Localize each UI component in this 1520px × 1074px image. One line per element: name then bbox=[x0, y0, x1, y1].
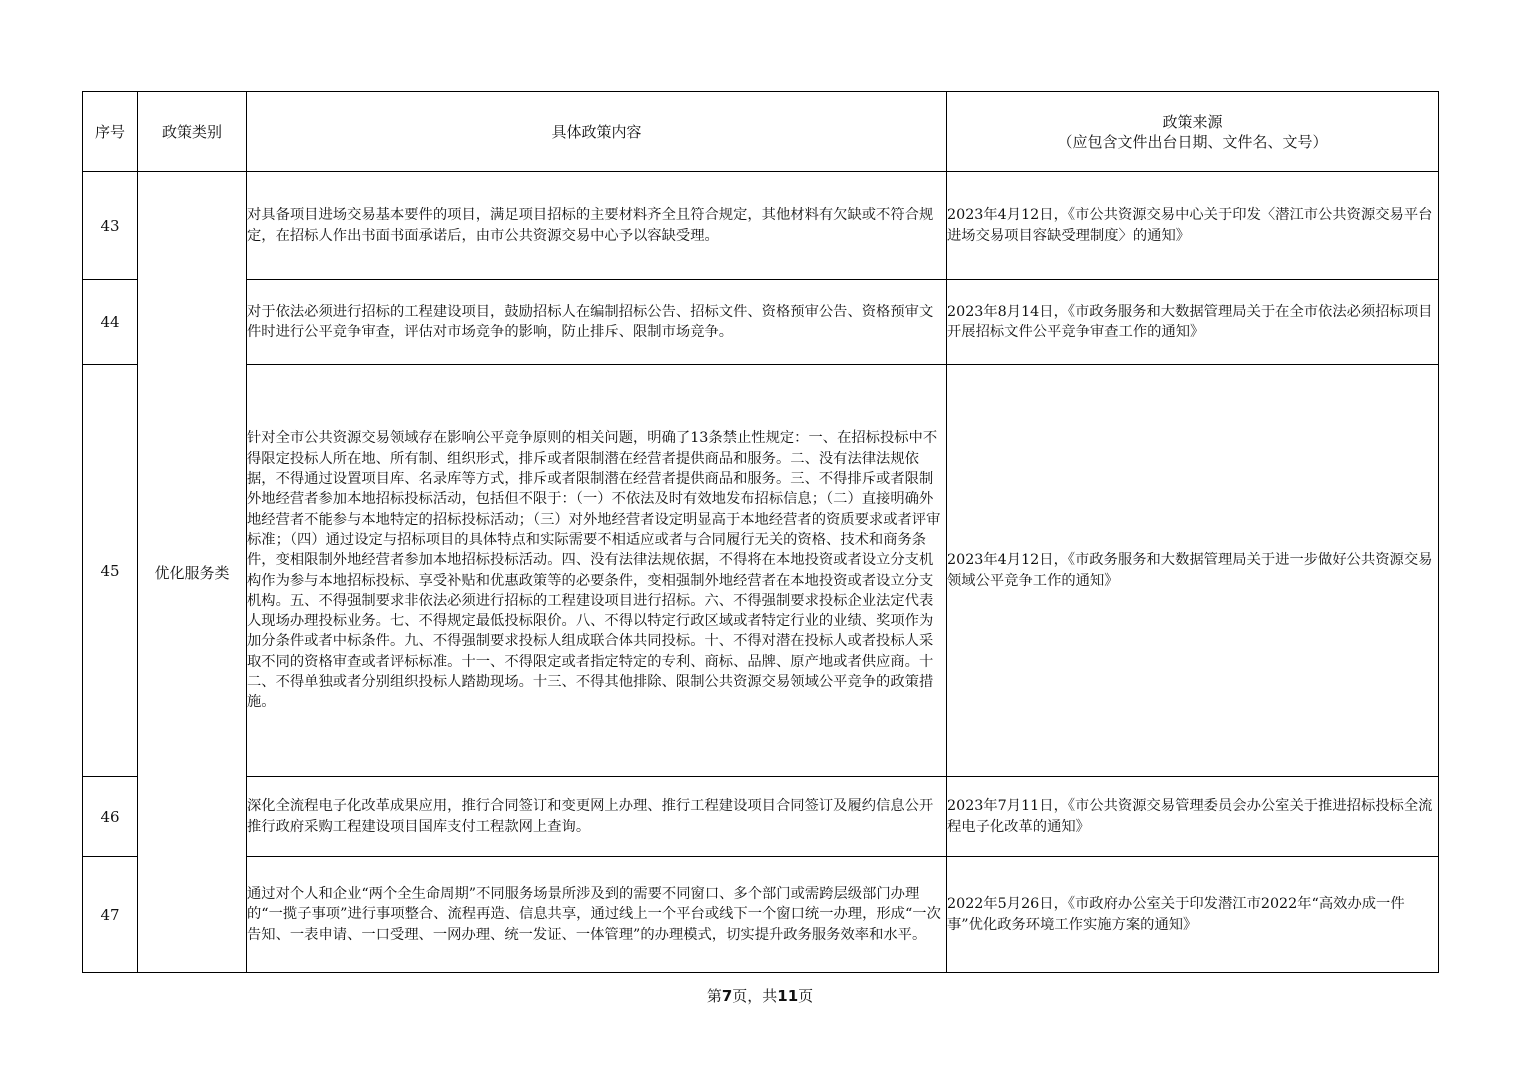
table-row bbox=[83, 365, 1439, 777]
header-source-title: 政策来源 bbox=[1162, 112, 1223, 131]
footer-total-pages: 11 bbox=[777, 987, 799, 1005]
row-source: 2023年4月12日，《市公共资源交易中心关于印发〈潜江市公共资源交易平台进场交易项目容缺受理制度〉的通知》 bbox=[947, 172, 1439, 280]
table-row bbox=[83, 172, 1439, 280]
footer-page-number: 7 bbox=[721, 987, 733, 1005]
row-content: 通过对个人和企业“两个全生命周期”不同服务场景所涉及到的需要不同窗口、多个部门或需跨层级部门办理的“一揽子事项”进行事项整合、流程再造、信息共享，通过线上一个平台或线下一个窗口统一办理，形成“一次告知、一表申请、一口受理、一网办理、统一发证、一体管理”的办理模式，切实提升政务服务效率和水平。 bbox=[247, 857, 947, 973]
footer-middle: 页，共 bbox=[732, 987, 778, 1005]
row-content: 深化全流程电子化改革成果应用，推行合同签订和变更网上办理、推行工程建设项目合同签订及履约信息公开推行政府采购工程建设项目国库支付工程款网上查询。 bbox=[247, 777, 947, 857]
table-row bbox=[83, 777, 1439, 857]
row-category: 优化服务类 bbox=[138, 172, 247, 973]
row-source: 2023年7月11日，《市公共资源交易管理委员会办公室关于推进招标投标全流程电子化改革的通知》 bbox=[947, 777, 1439, 857]
row-seq: 45 bbox=[83, 365, 138, 777]
policy-table bbox=[82, 91, 1439, 973]
header-source bbox=[947, 92, 1439, 172]
row-source: 2023年8月14日，《市政务服务和大数据管理局关于在全市依法必须招标项目开展招标文件公平竞争审查工作的通知》 bbox=[947, 280, 1439, 365]
row-seq: 46 bbox=[83, 777, 138, 857]
row-seq: 43 bbox=[83, 172, 138, 280]
table-row bbox=[83, 857, 1439, 973]
header-category: 政策类别 bbox=[138, 92, 247, 172]
header-row bbox=[83, 92, 1439, 172]
table-row bbox=[83, 280, 1439, 365]
row-content: 对具备项目进场交易基本要件的项目，满足项目招标的主要材料齐全且符合规定，其他材料有欠缺或不符合规定，在招标人作出书面书面承诺后，由市公共资源交易中心予以容缺受理。 bbox=[247, 172, 947, 280]
header-seq: 序号 bbox=[83, 92, 138, 172]
page-footer bbox=[0, 985, 1520, 1006]
row-seq: 47 bbox=[83, 857, 138, 973]
row-content: 针对全市公共资源交易领域存在影响公平竞争原则的相关问题，明确了13条禁止性规定：一、在招标投标中不得限定投标人所在地、所有制、组织形式，排斥或者限制潜在经营者提供商品和服务。二、没有法律法规依据，不得通过设置项目库、名录库等方式，排斥或者限制潜在经营者提供商品和服务。三、不得排斥或者限制外地经营者参加本地招标投标活动，包括但不限于：（一）不依法及时有效地发布招标信息；（二）直接明确外地经营者不能参与本地特定的招标投标活动；（三）对外地经营者设定明显高于本地经营者的资质要求或者评审标准；（四）通过设定与招标项目的具体特点和实际需要不相适应或者与合同履行无关的资格、技术和商务条件，变相限制外地经营者参加本地招标投标活动。四、没有法律法规依据，不得将在本地投资或者设立分支机构作为参与本地招标投标、享受补贴和优惠政策等的必要条件，变相强制外地经营者在本地投资或者设立分支机构。五、不得强制要求非依法必须进行招标的工程建设项目进行招标。六、不得强制要求投标企业法定代表人现场办理投标业务。七、不得规定最低投标限价。八、不得以特定行政区域或者特定行业的业绩、奖项作为加分条件或者中标条件。九、不得强制要求投标人组成联合体共同投标。十、不得对潜在投标人或者投标人采取不同的资格审查或者评标标准。十一、不得限定或者指定特定的专利、商标、品牌、原产地或者供应商。十二、不得单独或者分别组织投标人踏勘现场。十三、不得其他排除、限制公共资源交易领域公平竞争的政策措施。 bbox=[247, 365, 947, 777]
row-content: 对于依法必须进行招标的工程建设项目，鼓励招标人在编制招标公告、招标文件、资格预审公告、资格预审文件时进行公平竞争审查，评估对市场竞争的影响，防止排斥、限制市场竞争。 bbox=[247, 280, 947, 365]
header-source-note: （应包含文件出台日期、文件名、文号） bbox=[1057, 132, 1328, 151]
footer-prefix: 第 bbox=[706, 987, 722, 1005]
row-source: 2023年4月12日，《市政务服务和大数据管理局关于进一步做好公共资源交易领域公平竞争工作的通知》 bbox=[947, 365, 1439, 777]
header-content: 具体政策内容 bbox=[247, 92, 947, 172]
row-source: 2022年5月26日，《市政府办公室关于印发潜江市2022年“高效办成一件事”优化政务环境工作实施方案的通知》 bbox=[947, 857, 1439, 973]
row-seq: 44 bbox=[83, 280, 138, 365]
footer-suffix: 页 bbox=[798, 987, 814, 1005]
